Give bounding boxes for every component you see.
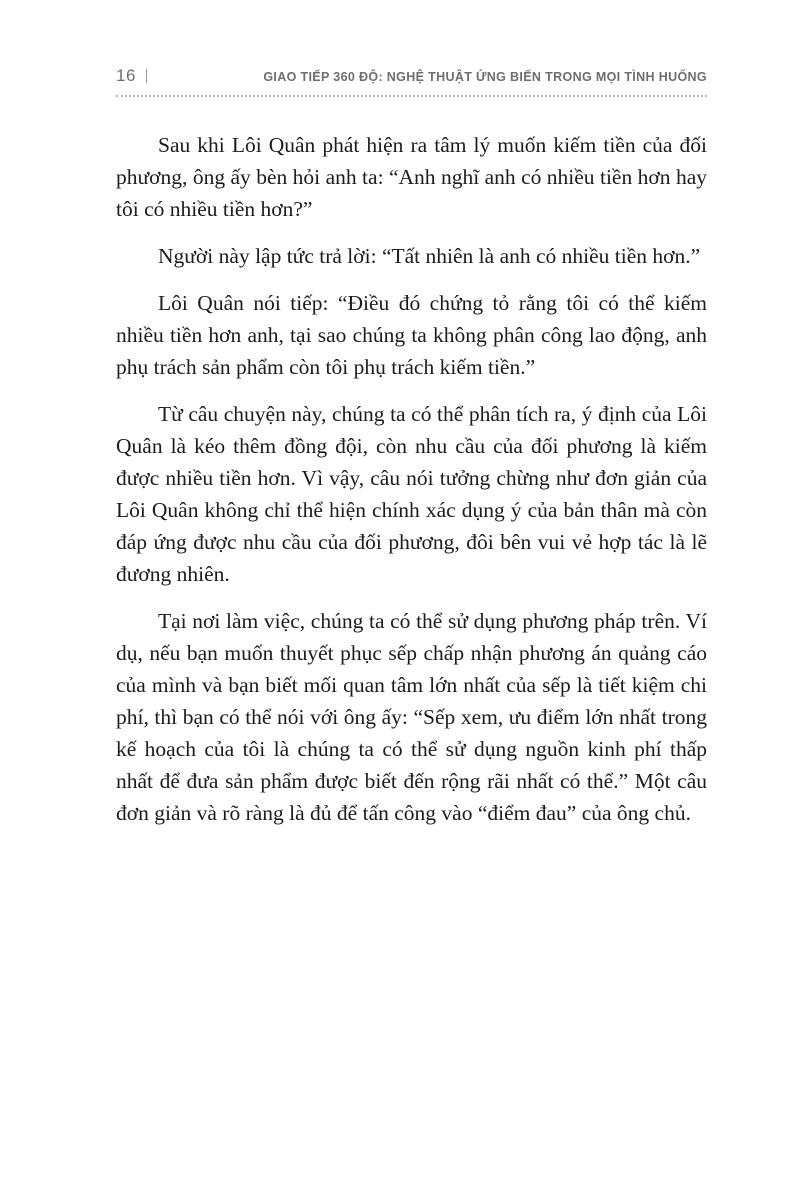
paragraph: Sau khi Lôi Quân phát hiện ra tâm lý muốn kiếm tiền của đối phương, ông ấy bèn hỏi anh ta: “Anh nghĩ anh có nhiều tiền hơn hay tôi có nhiều tiền hơn?” (116, 133, 707, 221)
page-number-wrap (116, 66, 147, 86)
page-number-divider (146, 69, 147, 83)
body-text (116, 129, 707, 829)
header-title: GIAO TIẾP 360 ĐỘ: NGHỆ THUẬT ỨNG BIẾN TRONG MỌI TÌNH HUỐNG (263, 70, 707, 84)
running-header (116, 66, 707, 97)
paragraph: Tại nơi làm việc, chúng ta có thể sử dụng phương pháp trên. Ví dụ, nếu bạn muốn thuyết phục sếp chấp nhận phương án quảng cáo của mình và bạn biết mối quan tâm lớn nhất của sếp là tiết kiệm chi phí, thì bạn có thể nói với ông ấy: “Sếp xem, ưu điểm lớn nhất trong kế hoạch của tôi là chúng ta có thể sử dụng nguồn kinh phí thấp nhất để đưa sản phẩm được biết đến rộng rãi nhất có thể.” Một câu đơn giản và rõ ràng là đủ để tấn công vào “điểm đau” của ông chủ. (116, 609, 707, 825)
paragraph: Người này lập tức trả lời: “Tất nhiên là anh có nhiều tiền hơn.” (158, 244, 701, 268)
paragraph: Từ câu chuyện này, chúng ta có thể phân tích ra, ý định của Lôi Quân là kéo thêm đồng đội, còn nhu cầu của đối phương là kiếm được nhiều tiền hơn. Vì vậy, câu nói tưởng chừng như đơn giản của Lôi Quân không chỉ thể hiện chính xác dụng ý của bản thân mà còn đáp ứng được nhu cầu của đối phương, đôi bên vui vẻ hợp tác là lẽ đương nhiên. (116, 402, 707, 586)
page-number: 16 (116, 66, 136, 85)
paragraph: Lôi Quân nói tiếp: “Điều đó chứng tỏ rằng tôi có thể kiếm nhiều tiền hơn anh, tại sao chúng ta không phân công lao động, anh phụ trách sản phẩm còn tôi phụ trách kiếm tiền.” (116, 291, 707, 379)
